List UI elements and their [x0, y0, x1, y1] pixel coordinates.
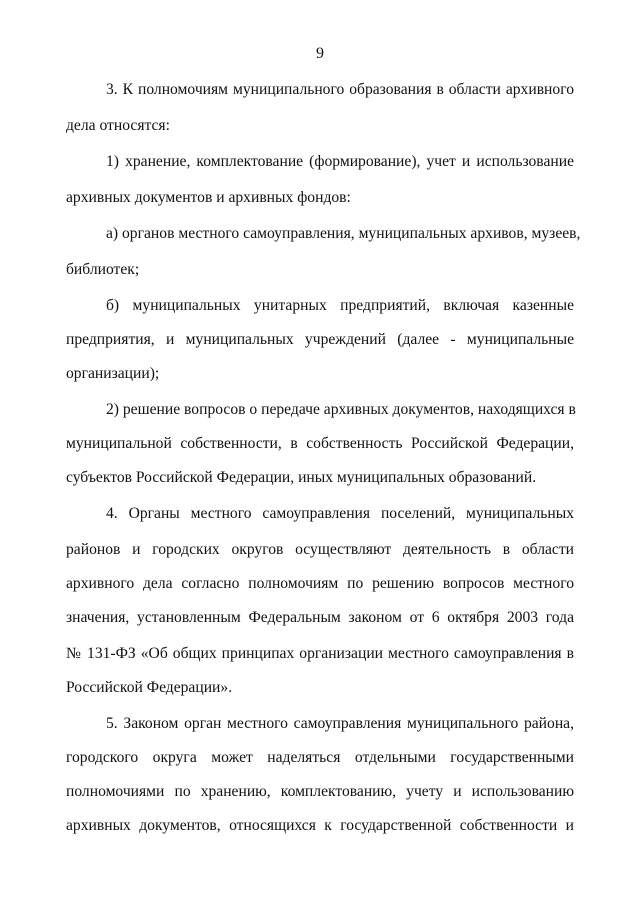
paragraph-4-line-1: 4. Органы местного самоуправления поселений, муниципальных [106, 505, 574, 522]
paragraph-3-line-2: дела относятся: [66, 117, 170, 134]
paragraph-4-line-3: архивного дела согласно полномочиям по решению вопросов местного [66, 575, 574, 592]
paragraph-5-line-2: городского округа может наделяться отдельными государственными [66, 749, 574, 766]
paragraph-4-line-6: Российской Федерации». [66, 679, 233, 696]
subitem-b-line-3: организации); [66, 365, 160, 382]
subitem-a-line-1: а) органов местного самоуправления, муниципальных архивов, музеев, [106, 225, 581, 242]
subitem-1-line-1: 1) хранение, комплектование (формирование), учет и использование [106, 153, 574, 170]
paragraph-3-line-1: 3. К полномочиям муниципального образования в области архивного [106, 81, 574, 98]
subitem-a-line-2: библиотек; [66, 261, 140, 278]
subitem-2-line-3: субъектов Российской Федерации, иных муниципальных образований. [66, 469, 537, 486]
page-number: 9 [316, 45, 324, 62]
subitem-b-line-2: предприятия, и муниципальных учреждений (далее - муниципальные [66, 331, 574, 348]
paragraph-4-line-5: № 131-ФЗ «Об общих принципах организации местного самоуправления в [66, 645, 574, 662]
paragraph-5-line-1: 5. Законом орган местного самоуправления муниципального района, [106, 715, 574, 732]
subitem-b-line-1: б) муниципальных унитарных предприятий, включая казенные [106, 297, 574, 314]
paragraph-5-line-3: полномочиями по хранению, комплектованию, учету и использованию [66, 783, 574, 800]
subitem-2-line-2: муниципальной собственности, в собственность Российской Федерации, [66, 435, 574, 452]
subitem-1-line-2: архивных документов и архивных фондов: [66, 189, 351, 206]
subitem-2-line-1: 2) решение вопросов о передаче архивных документов, находящихся в [106, 401, 576, 418]
paragraph-4-line-2: районов и городских округов осуществляют деятельность в области [66, 541, 574, 558]
paragraph-5-line-4: архивных документов, относящихся к государственной собственности и [66, 817, 574, 834]
paragraph-4-line-4: значения, установленным Федеральным законом от 6 октября 2003 года [66, 609, 574, 626]
